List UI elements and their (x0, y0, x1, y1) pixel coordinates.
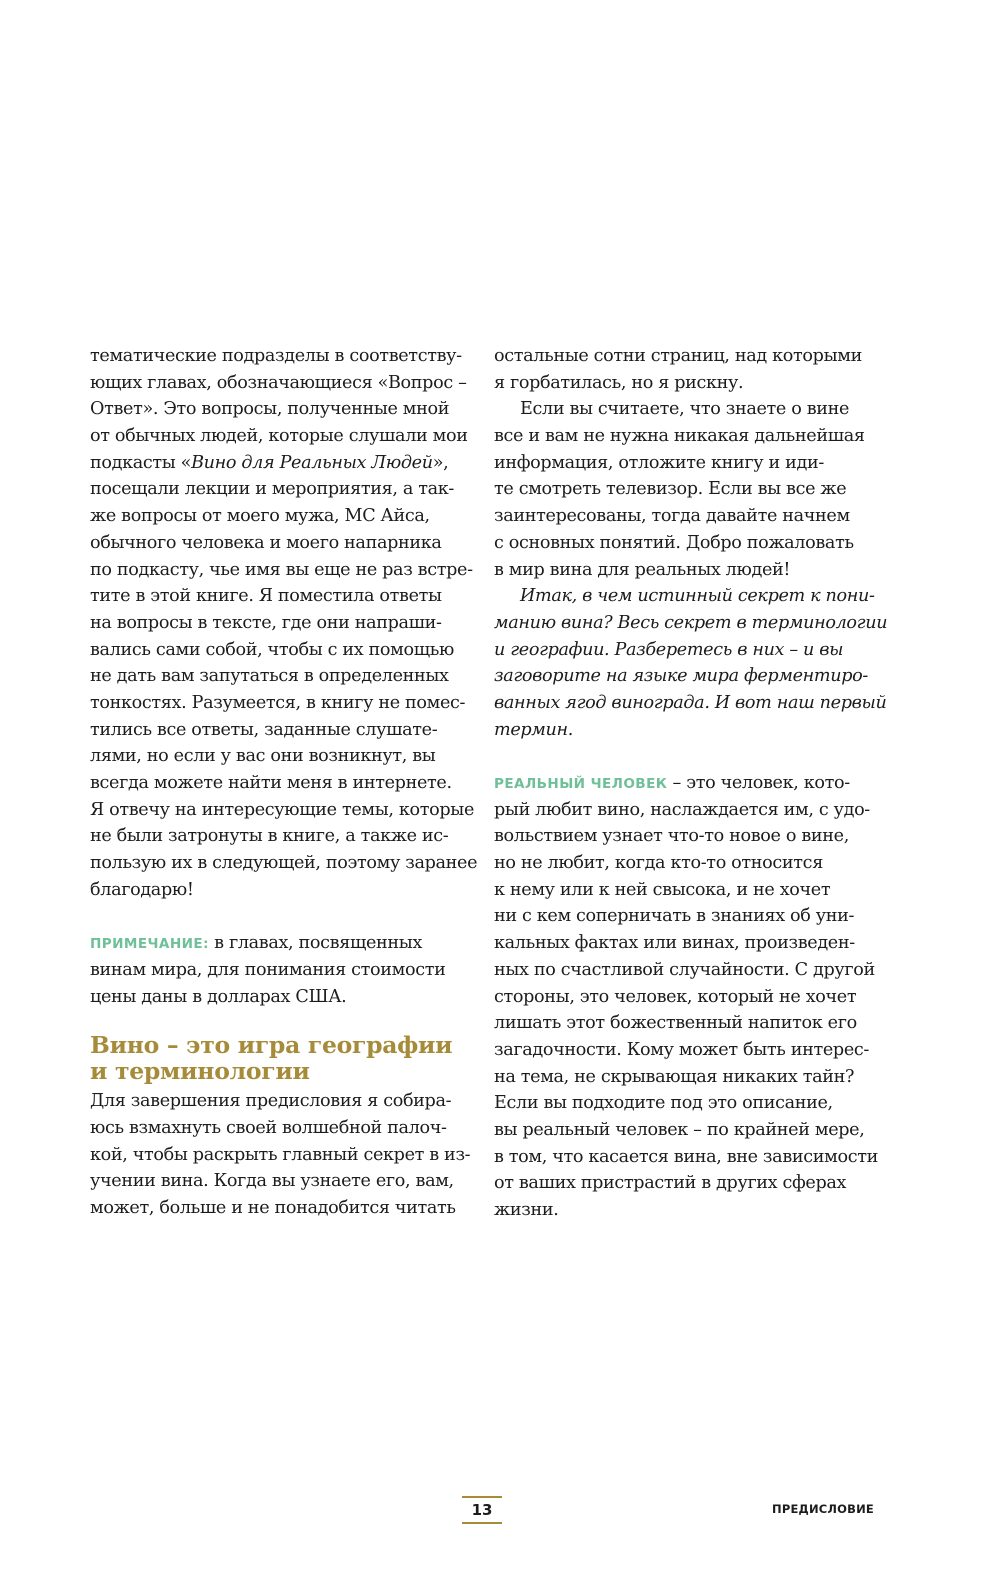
podcast-title: Вино для Реальных Людей (191, 452, 433, 473)
body-line: всегда можете найти меня в интернете. (90, 773, 452, 793)
podcast-line (90, 450, 485, 477)
section-heading-line: Вино – это игра географии (90, 1031, 453, 1060)
body-line: пользую их в следующей, поэтому заранее (90, 853, 478, 874)
body-line: тились все ответы, заданные слушате- (90, 719, 438, 740)
body-line: от ваших пристрастий в других сферах (494, 1173, 847, 1194)
podcast-suffix: », (432, 452, 449, 473)
body-line: на вопросы в тексте, где они напраши- (90, 612, 442, 633)
note-label: ПРИМЕЧАНИЕ: (90, 936, 209, 953)
body-line: благодарю! (90, 879, 194, 900)
term-line (494, 770, 889, 797)
body-line: ющих главах, обозначающиеся «Вопрос – (90, 372, 467, 393)
body-line: обычного человека и моего напарника (90, 532, 442, 553)
body-line: по подкасту, чье имя вы еще не раз встре- (90, 559, 473, 580)
body-line: с основных понятий. Добро пожаловать (494, 532, 854, 553)
italic-line: манию вина? Весь секрет в терминологии (494, 612, 888, 633)
body-line: те смотреть телевизор. Если вы все же (494, 479, 847, 500)
body-line: кальных фактах или винах, произведен- (494, 933, 855, 954)
section-heading-line: и терминологии (90, 1057, 310, 1086)
note-line: цены даны в долларах США. (90, 986, 347, 1007)
left-column (90, 343, 485, 1222)
body-line: остальные сотни страниц, над которыми (494, 346, 862, 366)
body-line: но не любит, когда кто-то относится (494, 853, 823, 874)
body-line: к нему или к ней свысока, и не хочет (494, 879, 831, 900)
right-column (494, 343, 889, 1224)
note-text: в главах, посвященных (208, 933, 423, 954)
body-line: в том, что касается вина, вне зависимости (494, 1146, 878, 1167)
note-line: винам мира, для понимания стоимости (90, 959, 446, 980)
body-line: тематические подразделы в соответству- (90, 346, 462, 366)
paragraph-gap (90, 903, 485, 930)
page-number: 13 (462, 1496, 502, 1524)
body-line: не были затронуты в книге, а также ис- (90, 826, 449, 847)
body-line: Для завершения предисловия я собира- (90, 1091, 452, 1112)
body-line: Ответ». Это вопросы, полученные мной (90, 399, 450, 420)
body-line: вольствием узнает что-то новое о вине, (494, 826, 849, 847)
italic-line: термин. (494, 719, 574, 740)
body-line: кой, чтобы раскрыть главный секрет в из- (90, 1144, 471, 1165)
body-line: информация, отложите книгу и иди- (494, 452, 824, 473)
running-footer-title: ПРЕДИСЛОВИЕ (772, 1502, 874, 1516)
term-label: РЕАЛЬНЫЙ ЧЕЛОВЕК (494, 776, 668, 792)
italic-line: заговорите на языке мира ферментиро- (494, 666, 868, 687)
body-line: лишать этот божественный напиток его (494, 1013, 857, 1034)
body-line: вались сами собой, чтобы с их помощью (90, 639, 454, 660)
body-line: не дать вам запутаться в определенных (90, 666, 449, 687)
body-line: юсь взмахнуть своей волшебной палоч- (90, 1117, 447, 1138)
body-line: заинтересованы, тогда давайте начнем (494, 506, 850, 527)
body-line: лями, но если у вас они возникнут, вы (90, 746, 436, 767)
body-line: загадочности. Кому может быть интерес- (494, 1039, 869, 1060)
italic-line: ванных ягод винограда. И вот наш первый (494, 692, 887, 713)
body-line: Если вы подходите под это описание, (494, 1093, 833, 1114)
body-line: учении вина. Когда вы узнаете его, вам, (90, 1171, 454, 1192)
body-line: посещали лекции и мероприятия, а так- (90, 479, 454, 500)
section-heading (90, 1032, 485, 1084)
body-line: Я отвечу на интересующие темы, которые (90, 799, 475, 820)
body-line: ных по счастливой случайности. С другой (494, 959, 875, 980)
body-line: может, больше и не понадобится читать (90, 1197, 456, 1218)
term-text: – это человек, кото- (667, 773, 850, 793)
body-line: от обычных людей, которые слушали мои (90, 426, 468, 447)
body-line: Если вы считаете, что знаете о вине (520, 399, 850, 420)
body-line: тонкостях. Разумеется, в книгу не помес- (90, 692, 466, 713)
body-line: в мир вина для реальных людей! (494, 559, 791, 580)
podcast-prefix: подкасты « (90, 452, 192, 473)
body-line: тите в этой книге. Я поместила ответы (90, 586, 442, 607)
body-line: же вопросы от моего мужа, МС Айса, (90, 506, 430, 527)
italic-line: Итак, в чем истинный секрет к пони- (520, 586, 875, 607)
body-line: вы реальный человек – по крайней мере, (494, 1119, 865, 1140)
body-line: рый любит вино, наслаждается им, с удо- (494, 799, 870, 820)
body-line: жизни. (494, 1200, 559, 1220)
body-line: все и вам не нужна никакая дальнейшая (494, 426, 865, 447)
paragraph-gap (494, 743, 889, 770)
body-line: на тема, не скрывающая никаких тайн? (494, 1066, 855, 1087)
body-line: стороны, это человек, который не хочет (494, 986, 857, 1007)
body-line: ни с кем соперничать в знаниях об уни- (494, 906, 855, 927)
body-line: я горбатилась, но я рискну. (494, 372, 744, 393)
note-line (90, 930, 485, 957)
italic-line: и географии. Разберетесь в них – и вы (494, 639, 844, 660)
